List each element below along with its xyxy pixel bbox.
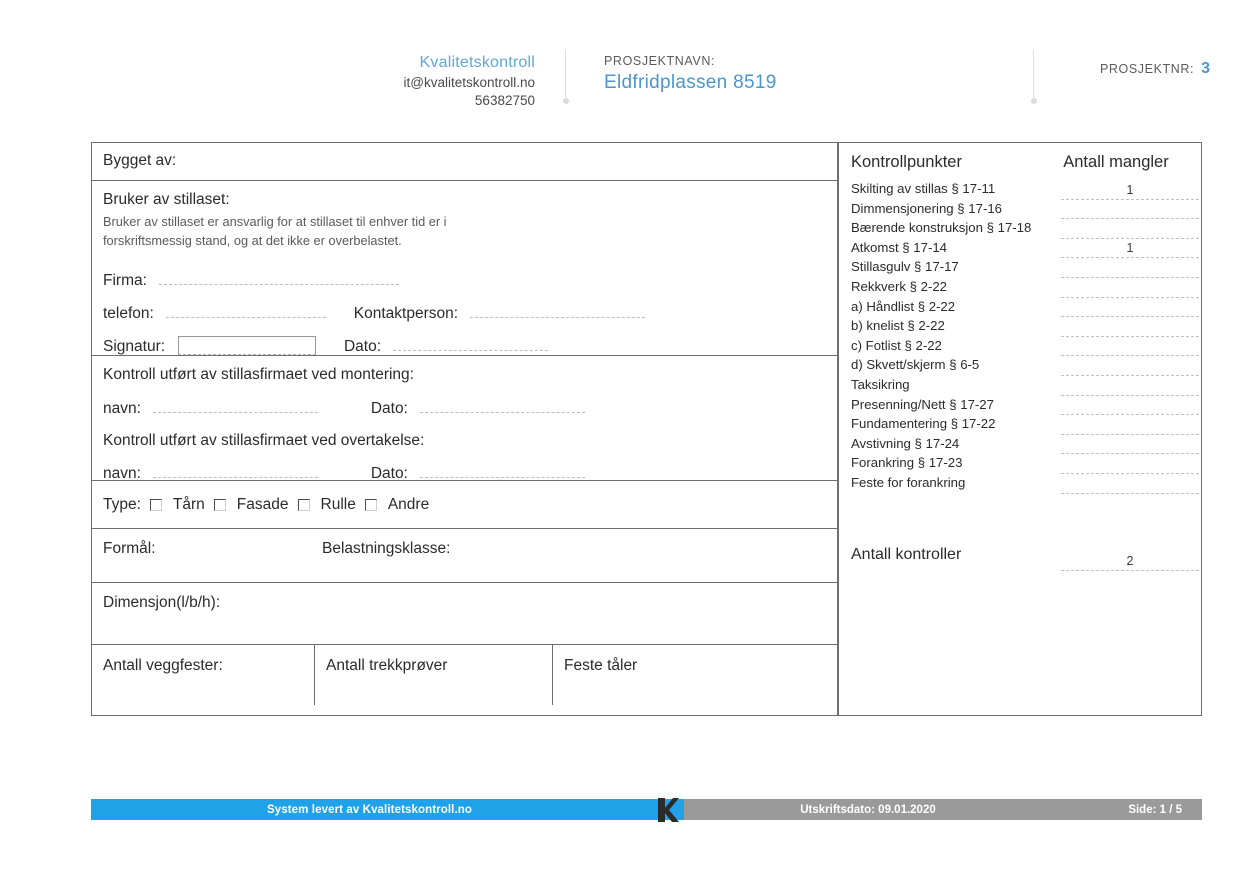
kontrollpunkt-label: Fundamentering § 17-22 — [851, 416, 996, 432]
kontrollpunkter-panel — [838, 142, 1202, 716]
bygget-av-label: Bygget av: — [103, 152, 177, 169]
overtakelse-navn-input[interactable] — [153, 463, 318, 478]
antall-veggfester-label: Antall veggfester: — [103, 657, 223, 674]
company-info-block — [403, 52, 535, 110]
signatur-dato-row — [103, 336, 837, 356]
kontrollpunkt-label: Stillasgulv § 17-17 — [851, 259, 959, 275]
kontrollpunkt-value[interactable]: 1 — [1061, 241, 1199, 258]
kontrollpunkt-label: Skilting av stillas § 17-11 — [851, 181, 996, 196]
list-item[interactable] — [839, 240, 1201, 260]
kontrollpunkt-value[interactable] — [1061, 320, 1199, 337]
kontrollpunkter-list — [839, 181, 1201, 495]
kontrollpunkt-label: Taksikring — [851, 376, 910, 392]
feste-taler-label: Feste tåler — [564, 657, 638, 674]
kontrollpunkt-value[interactable] — [1061, 261, 1199, 278]
antall-mangler-header-label: Antall mangler — [1063, 153, 1169, 171]
list-item[interactable] — [839, 338, 1201, 358]
bruker-av-stillaset-section — [92, 181, 837, 356]
kontrollpunkt-value[interactable] — [1061, 222, 1199, 239]
kontrollpunkt-label: b) knelist § 2-22 — [851, 318, 945, 334]
kontrollpunkt-value[interactable] — [1061, 202, 1199, 219]
type-option-rulle: Rulle — [320, 495, 356, 513]
list-item[interactable] — [839, 220, 1201, 240]
kontrollpunkt-label: Atkomst § 17-14 — [851, 239, 948, 255]
project-number-block — [1100, 60, 1210, 78]
kontrollpunkt-value[interactable] — [1061, 437, 1199, 454]
telefon-kontaktperson-row — [103, 303, 837, 323]
kontrollpunkt-value[interactable]: 1 — [1061, 183, 1199, 200]
project-name-block — [604, 54, 777, 94]
antall-trekkprover-label: Antall trekkprøver — [326, 657, 448, 674]
kontrollpunkt-value[interactable] — [1061, 300, 1199, 317]
montering-navn-label: navn: — [103, 400, 141, 417]
list-item[interactable] — [839, 201, 1201, 221]
feste-taler-cell — [553, 645, 837, 705]
scaffold-info-panel — [91, 142, 838, 716]
list-item[interactable] — [839, 357, 1201, 377]
list-item[interactable] — [839, 436, 1201, 456]
list-item[interactable] — [839, 416, 1201, 436]
kvalitetskontroll-logo — [648, 799, 684, 820]
type-label: Type: — [103, 495, 141, 513]
list-item[interactable] — [839, 299, 1201, 319]
checkbox-fasade[interactable] — [214, 499, 226, 511]
list-item[interactable] — [839, 259, 1201, 279]
kontrollpunkt-label: c) Fotlist § 2-22 — [851, 337, 942, 353]
project-number-value: 3 — [1201, 60, 1210, 77]
antall-kontroller-label: Antall kontroller — [851, 545, 962, 563]
bruker-description-line2: forskriftsmessig stand, og at det ikke er overbelastet. — [103, 232, 402, 248]
checkbox-tarn[interactable] — [150, 499, 162, 511]
footer-system-text: System levert av Kvalitetskontroll.no — [91, 799, 648, 820]
antall-veggfester-cell — [92, 645, 315, 705]
formal-label: Formål: — [103, 540, 156, 557]
firma-input[interactable] — [159, 270, 399, 285]
type-row — [92, 481, 837, 529]
kontrollpunkt-label: a) Håndlist § 2-22 — [851, 298, 956, 314]
page-header — [0, 0, 1250, 130]
kontrollpunkt-label: Forankring § 17-23 — [851, 455, 963, 471]
kontrollpunkt-label: Rekkverk § 2-22 — [851, 278, 948, 294]
montering-dato-input[interactable] — [420, 398, 585, 413]
header-divider-right — [1033, 50, 1034, 98]
type-option-fasade: Fasade — [236, 495, 289, 513]
telefon-input[interactable] — [166, 303, 326, 318]
footer-meta — [684, 799, 1202, 820]
antall-trekkprover-cell — [315, 645, 553, 705]
list-item[interactable] — [839, 397, 1201, 417]
project-name-label: PROSJEKTNAVN: — [604, 54, 716, 68]
overtakelse-title: Kontroll utført av stillasfirmaet ved overtakelse: — [103, 432, 425, 449]
list-item[interactable] — [839, 475, 1201, 495]
montering-navn-row — [103, 398, 837, 418]
signatur-input[interactable] — [178, 336, 316, 355]
montering-title: Kontroll utført av stillasfirmaet ved montering: — [103, 366, 414, 383]
kontrollpunkt-label: Dimmensjonering § 17-16 — [851, 200, 1002, 216]
kontrollpunkt-value[interactable] — [1061, 398, 1199, 415]
signatur-dato-input[interactable] — [393, 336, 548, 351]
overtakelse-dato-label: Dato: — [370, 465, 408, 482]
kontrollpunkt-label: Presenning/Nett § 17-27 — [851, 396, 994, 412]
bygget-av-row — [92, 143, 837, 181]
antall-row — [92, 645, 837, 705]
overtakelse-navn-label: navn: — [103, 465, 141, 482]
kontrollpunkt-value[interactable] — [1061, 457, 1199, 474]
project-number-label: PROSJEKTNR: — [1099, 62, 1195, 76]
kontaktperson-input[interactable] — [470, 303, 645, 318]
kontroll-utfort-section — [92, 356, 837, 481]
checkbox-rulle[interactable] — [298, 499, 310, 511]
bruker-title: Bruker av stillaset: — [103, 191, 230, 208]
formal-row — [92, 529, 837, 583]
company-name: Kvalitetskontroll — [419, 54, 535, 71]
firma-label: Firma: — [103, 272, 147, 290]
company-phone: 56382750 — [474, 92, 535, 108]
dimensjon-label: Dimensjon(l/b/h): — [103, 594, 221, 611]
list-item[interactable] — [839, 377, 1201, 397]
bruker-description-line1: Bruker av stillaset er ansvarlig for at stillaset til enhver tid er i — [103, 214, 447, 229]
montering-navn-input[interactable] — [153, 398, 318, 413]
signatur-label: Signatur: — [103, 338, 166, 356]
list-item[interactable] — [839, 318, 1201, 338]
kontrollpunkt-label: Avstivning § 17-24 — [851, 435, 960, 451]
list-item[interactable] — [839, 279, 1201, 299]
kontrollpunkt-value[interactable] — [1061, 281, 1199, 298]
overtakelse-dato-input[interactable] — [420, 463, 585, 478]
list-item[interactable] — [839, 455, 1201, 475]
kontrollpunkt-label: Feste for forankring — [851, 474, 966, 490]
overtakelse-navn-row — [103, 463, 837, 483]
signatur-dato-label: Dato: — [343, 338, 382, 356]
kontrollpunkt-value[interactable] — [1061, 477, 1199, 494]
telefon-label: telefon: — [103, 305, 154, 323]
type-option-andre: Andre — [387, 495, 430, 513]
montering-dato-label: Dato: — [370, 400, 408, 417]
checkbox-andre[interactable] — [365, 499, 377, 511]
kontrollpunkt-label: d) Skvett/skjerm § 6-5 — [851, 357, 980, 373]
kontrollpunkter-header-label: Kontrollpunkter — [851, 153, 962, 171]
kontrollpunkt-value[interactable] — [1061, 418, 1199, 435]
kontrollpunkt-value[interactable] — [1061, 359, 1199, 376]
header-divider-left — [565, 50, 566, 98]
belastningsklasse-label: Belastningsklasse: — [322, 540, 451, 557]
page-footer — [91, 799, 1202, 820]
dimensjon-row — [92, 583, 837, 645]
footer-print-date: Utskriftsdato: 09.01.2020 — [800, 803, 936, 816]
kontrollpunkt-value[interactable] — [1061, 339, 1199, 356]
firma-field-row — [103, 270, 837, 290]
kontrollpunkter-header — [839, 143, 1201, 172]
antall-kontroller-row — [839, 546, 1201, 570]
kontaktperson-label: Kontaktperson: — [353, 305, 459, 323]
company-email: it@kvalitetskontroll.no — [403, 74, 535, 90]
project-name-value: Eldfridplassen 8519 — [604, 72, 777, 93]
footer-page-number: Side: 1 / 5 — [1128, 803, 1182, 816]
kontrollpunkt-value[interactable] — [1061, 379, 1199, 396]
antall-kontroller-value[interactable]: 2 — [1061, 554, 1199, 571]
type-option-tarn: Tårn — [172, 495, 205, 513]
kontrollpunkt-label: Bærende konstruksjon § 17-18 — [851, 220, 1032, 236]
list-item[interactable] — [839, 181, 1201, 201]
logo-k-icon — [654, 796, 680, 823]
